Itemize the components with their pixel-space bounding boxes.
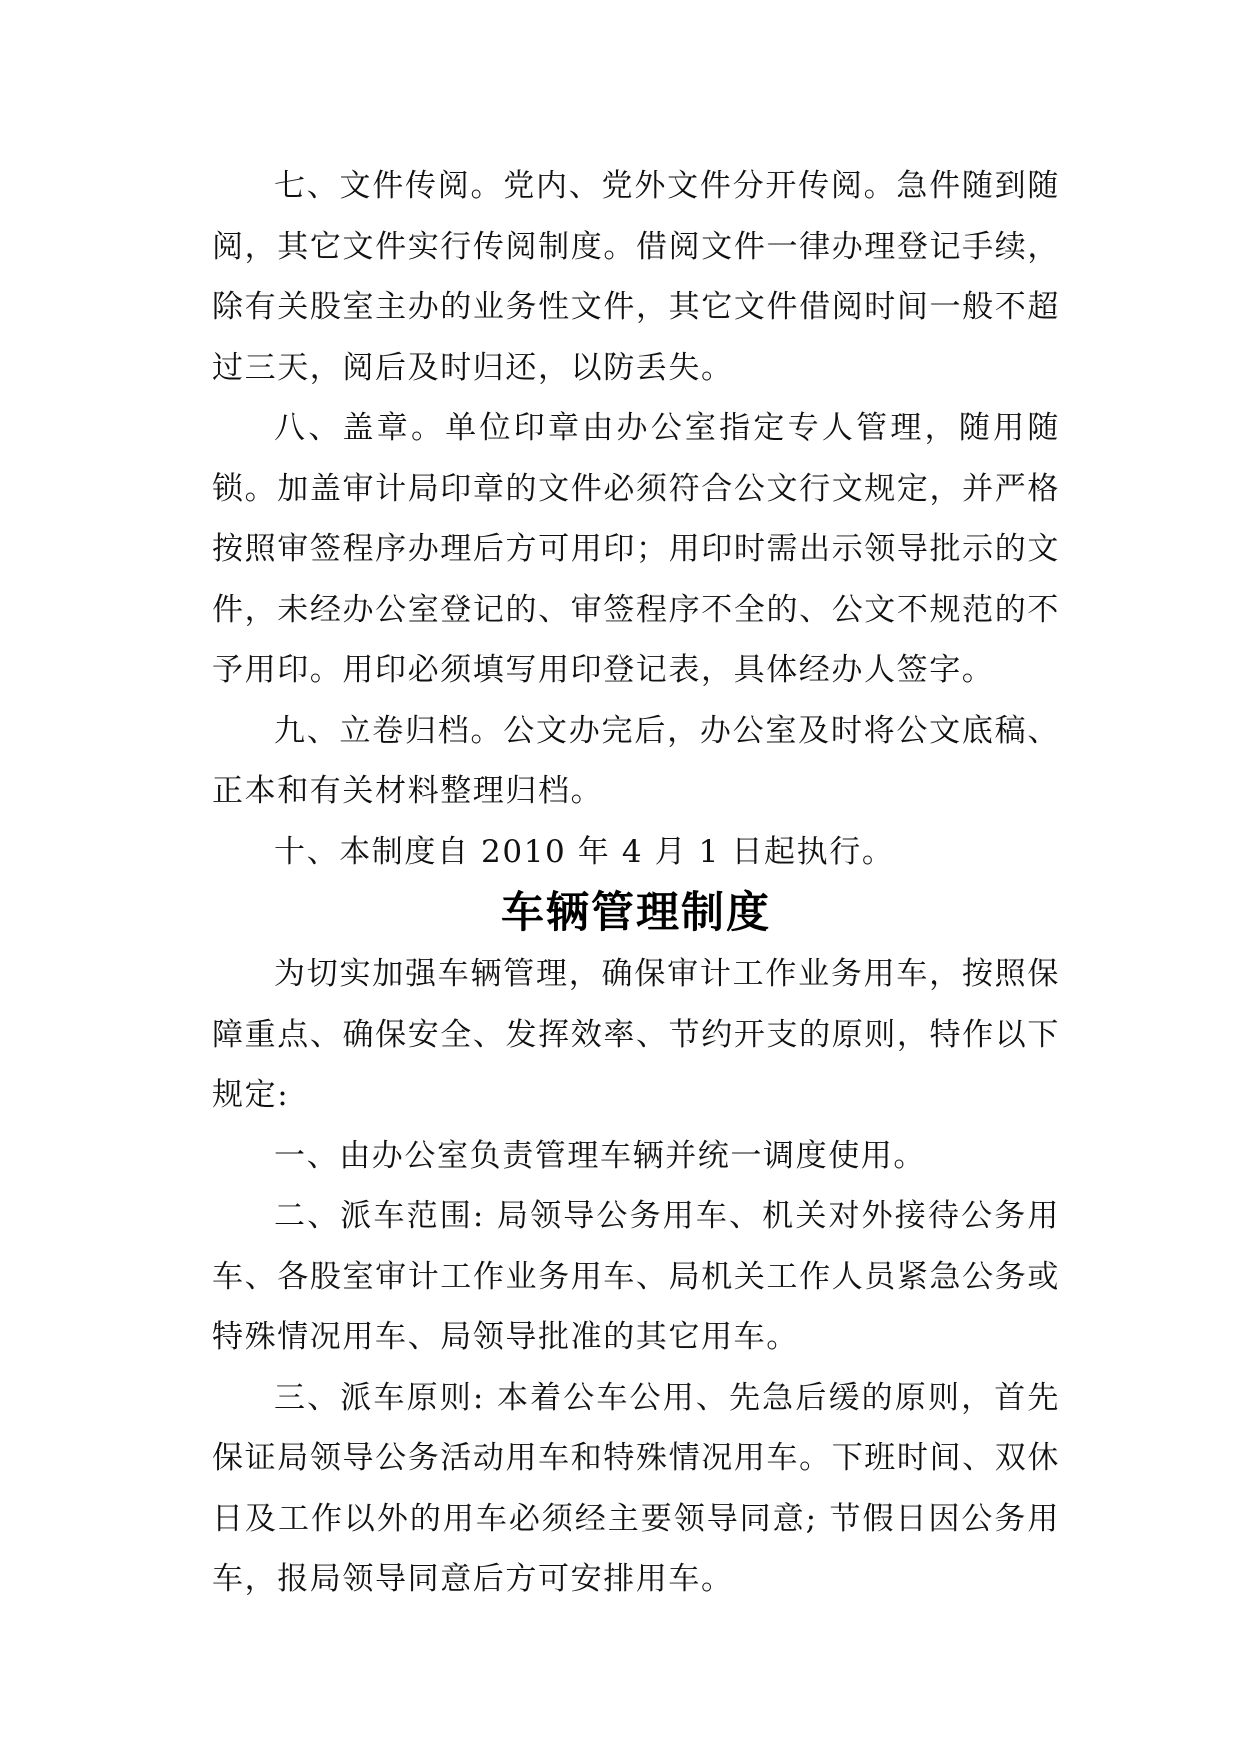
paragraph-vehicle-rule-3: 三、派车原则: 本着公车公用、先急后缓的原则，首先保证局领导公务活动用车和特殊情况用车。下班时间、双休日及工作以外的用车必须经主要领导同意; 节假日因公务用车，报局领导同意后方可安排用车。 bbox=[212, 1379, 1060, 1597]
document-page bbox=[212, 156, 1060, 1610]
section-title-vehicle-management: 车辆管理制度 bbox=[501, 888, 771, 938]
paragraph-vehicle-rule-2: 二、派车范围: 局领导公务用车、机关对外接待公务用车、各股室审计工作业务用车、局机关工作人员紧急公务或特殊情况用车、局领导批准的其它用车。 bbox=[212, 1198, 1060, 1355]
paragraph-archiving: 九、立卷归档。公文办完后，办公室及时将公文底稿、正本和有关材料整理归档。 bbox=[212, 712, 1060, 809]
paragraph-effective-date: 十、本制度自 2010 年 4 月 1 日起执行。 bbox=[274, 833, 895, 870]
paragraph-document-circulation: 七、文件传阅。党内、党外文件分开传阅。急件随到随阅，其它文件实行传阅制度。借阅文件一律办理登记手续，除有关股室主办的业务性文件，其它文件借阅时间一般不超过三天，阅后及时归还，以防丢失。 bbox=[212, 168, 1060, 386]
paragraph-seal-usage: 八、盖章。单位印章由办公室指定专人管理，随用随锁。加盖审计局印章的文件必须符合公文行文规定，并严格按照审签程序办理后方可用印；用印时需出示领导批示的文件，未经办公室登记的、审签程序不全的、公文不规范的不予用印。用印必须填写用印登记表，具体经办人签字。 bbox=[212, 410, 1060, 688]
paragraph-vehicle-intro: 为切实加强车辆管理，确保审计工作业务用车，按照保障重点、确保安全、发挥效率、节约开支的原则，特作以下规定: bbox=[212, 956, 1060, 1113]
paragraph-vehicle-rule-1: 一、由办公室负责管理车辆并统一调度使用。 bbox=[274, 1137, 926, 1174]
